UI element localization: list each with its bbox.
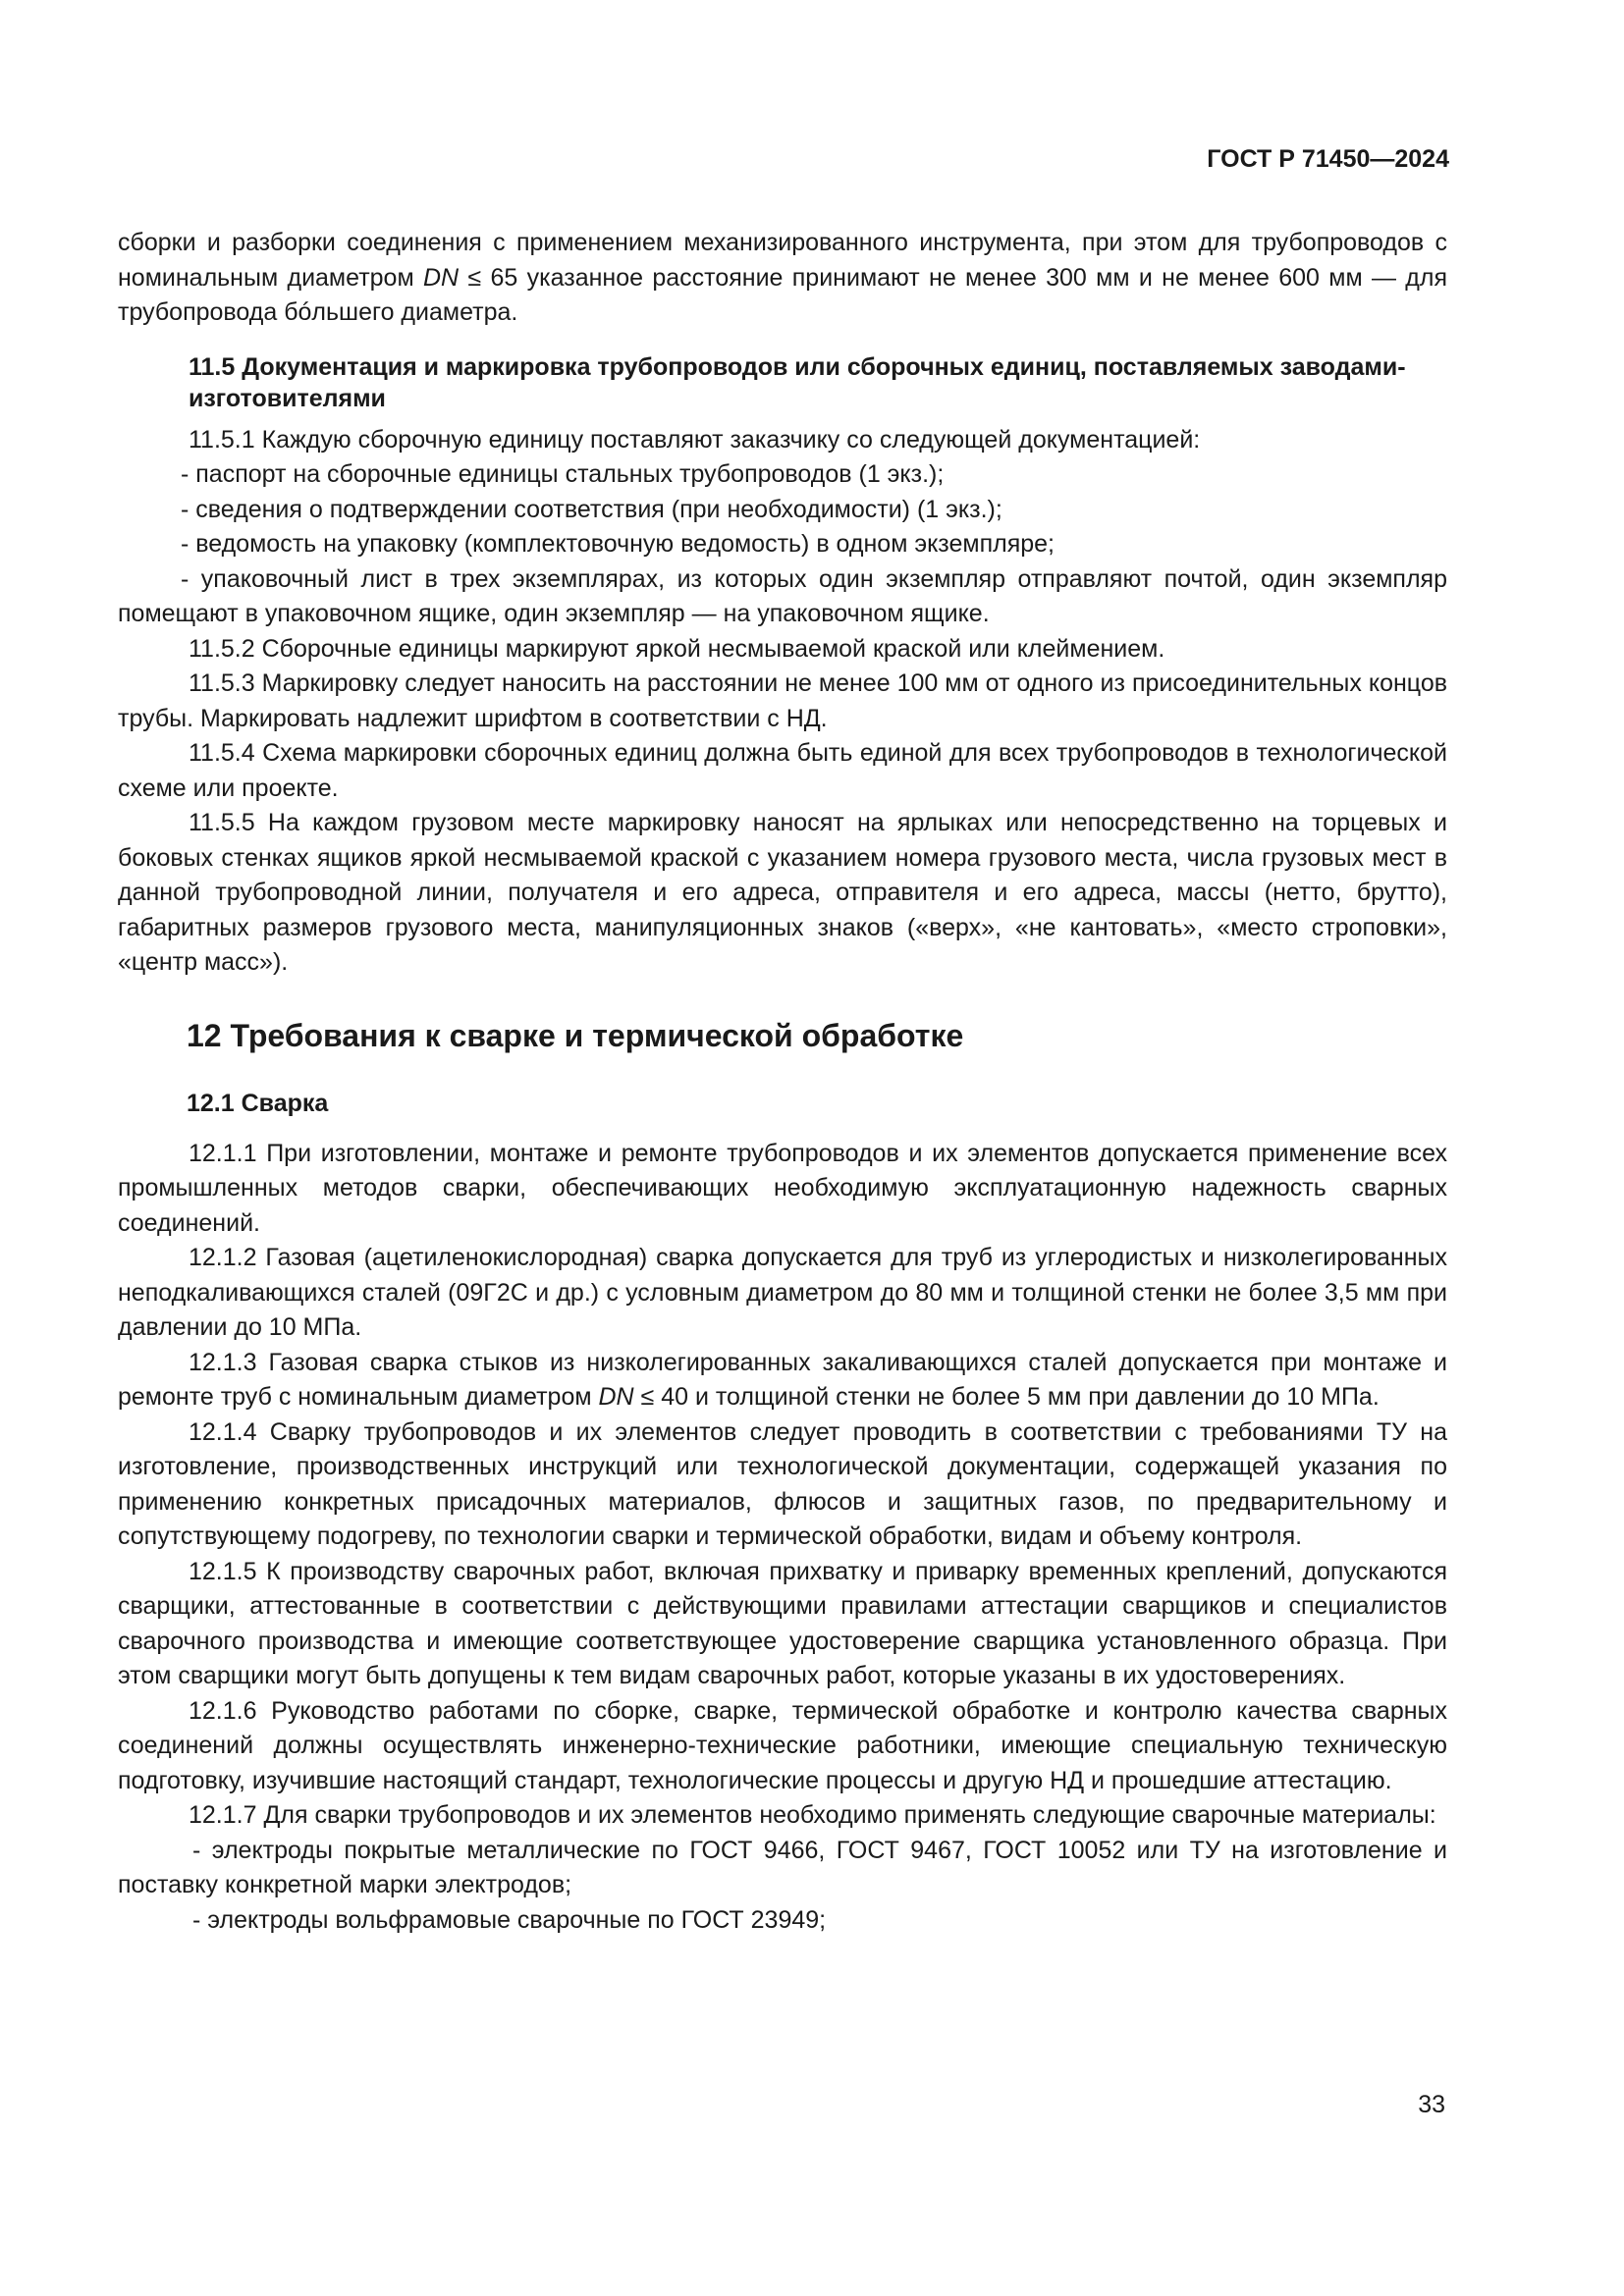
paragraph-11-5-3: 11.5.3 Маркировку следует наносить на расстоянии не менее 100 мм от одного из присоединительных концов трубы. Маркировать надлежит шрифтом в соответствии с НД. (118, 669, 1447, 732)
list-item: - ведомость на упаковку (комплектовочную ведомость) в одном экземпляре; (181, 530, 1055, 558)
page-content (118, 226, 1447, 1938)
document-id-header: ГОСТ Р 71450—2024 (1207, 145, 1449, 173)
list-item: - паспорт на сборочные единицы стальных трубопроводов (1 экз.); (181, 460, 945, 488)
list-item: - электроды вольфрамовые сварочные по ГОСТ 23949; (192, 1905, 827, 1934)
paragraph-11-5-5: 11.5.5 На каждом грузовом месте маркировку наносят на ярлыках или непосредственно на торцевых и боковых стенках ящиков яркой несмываемой краской с указанием номера грузового места, числа грузовых мест в данной трубопроводной линии, получателя и его адреса, отправителя и его адреса, массы (нетто, брутто), габаритных размеров грузового места, манипуляционных знаков («верх», «не кантовать», «место строповки», «центр масс»). (118, 809, 1447, 976)
list-item: - упаковочный лист в трех экземплярах, из которых один экземпляр отправляют почтой, один экземпляр помещают в упаковочном ящике, один экземпляр — на упаковочном ящике. (118, 564, 1447, 627)
paragraph-12-1-4: 12.1.4 Сварку трубопроводов и их элементов следует проводить в соответствии с требованиями ТУ на изготовление, производственных инструкций или технологической документации, содержащей указания по применению конкретных присадочных материалов, флюсов и защитных газов, по предварительному и сопутствующему подогреву, по технологии сварки и термической обработки, видам и объему контроля. (118, 1417, 1447, 1550)
dn-symbol: DN (422, 263, 460, 292)
paragraph-11-5-2: 11.5.2 Сборочные единицы маркируют яркой несмываемой краской или клеймением. (189, 634, 1165, 663)
section-12-1-title: 12.1 Сварка (187, 1089, 329, 1117)
paragraph-11-5-4: 11.5.4 Схема маркировки сборочных единиц должна быть единой для всех трубопроводов в технологической схеме или проекте. (118, 739, 1447, 802)
paragraph-12-1-1: 12.1.1 При изготовлении, монтаже и ремонте трубопроводов и их элементов допускается применение всех промышленных методов сварки, обеспечивающих необходимую эксплуатационную надежность сварных соединений. (118, 1139, 1447, 1237)
paragraph-11-5-1: 11.5.1 Каждую сборочную единицу поставляют заказчику со следующей документацией: (189, 425, 1201, 454)
paragraph-12-1-6: 12.1.6 Руководство работами по сборке, сварке, термической обработке и контролю качества сварных соединений должны осуществлять инженерно-технические работники, имеющие специальную техническую подготовку, изучившие настоящий стандарт, технологические процессы и другую НД и прошедшие аттестацию. (118, 1696, 1447, 1794)
paragraph-12-1-5: 12.1.5 К производству сварочных работ, включая прихватку и приварку временных креплений, допускаются сварщики, аттестованные в соответствии с действующими правилами аттестации сварщиков и специалистов сварочного производства и имеющие соответствующее удостоверение сварщика установленного образца. При этом сварщики могут быть допущены к тем видам сварочных работ, которые указаны в их удостоверениях. (118, 1557, 1447, 1689)
paragraph-12-1-2: 12.1.2 Газовая (ацетиленокислородная) сварка допускается для труб из углеродистых и низколегированных неподкаливающихся сталей (09Г2С и др.) с условным диаметром до 80 мм и толщиной стенки не более 3,5 мм при давлении до 10 МПа. (118, 1244, 1447, 1341)
dn-symbol: DN (598, 1383, 634, 1411)
paragraph-12-1-7: 12.1.7 Для сварки трубопроводов и их элементов необходимо применять следующие сварочные материалы: (189, 1801, 1436, 1829)
paragraph-12-1-3: 12.1.3 Газовая сварка стыков из низколегированных закаливающихся сталей допускается при монтаже и ремонте труб с номинальным диаметром DN ≤ 40 и толщиной стенки не более 5 мм при давлении до 10 МПа. (118, 1348, 1447, 1411)
intro-paragraph: сборки и разборки соединения с применением механизированного инструмента, при этом для трубопроводов с номинальным диаметром DN ≤ 65 указанное расстояние принимают не менее 300 мм и не менее 600 мм — для трубопровода бóльшего диаметра. (118, 229, 1448, 326)
section-11-5-title: 11.5 Документация и маркировка трубопроводов или сборочных единиц, поставляемых заводами-изготовителями (189, 352, 1406, 412)
page-number: 33 (1418, 2091, 1445, 2118)
list-item: - электроды покрытые металлические по ГОСТ 9466, ГОСТ 9467, ГОСТ 10052 или ТУ на изготовление и поставку конкретной марки электродов; (118, 1836, 1447, 1898)
section-12-title: 12 Требования к сварке и термической обработке (187, 1017, 964, 1053)
list-item: - сведения о подтверждении соответствия (при необходимости) (1 экз.); (181, 495, 1002, 523)
